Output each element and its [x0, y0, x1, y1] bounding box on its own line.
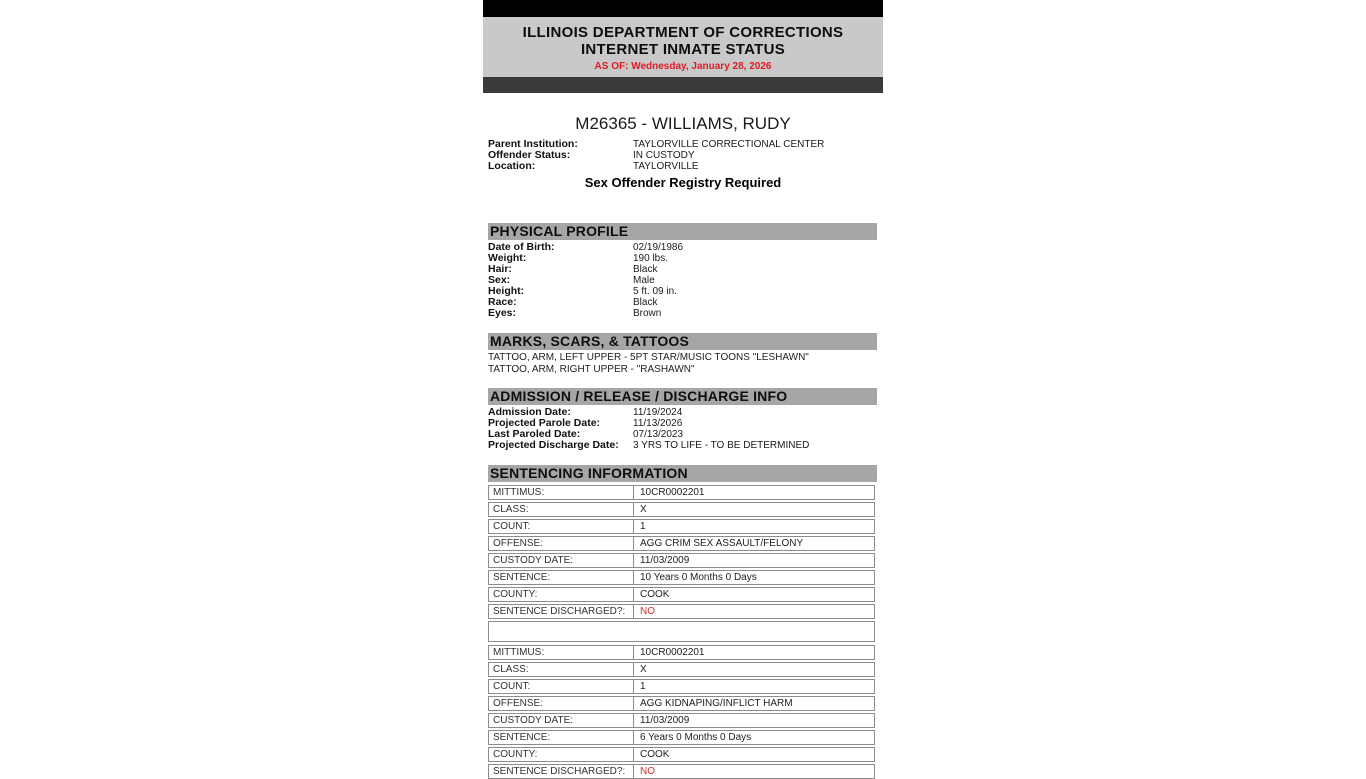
cell-label: CUSTODY DATE: [489, 554, 634, 567]
table-row-sentence-discharged [488, 604, 875, 619]
cell-value: X [640, 504, 647, 515]
table-row-sentence-discharged [488, 764, 875, 779]
field-value: TAYLORVILLE [633, 161, 699, 172]
field-value: Black [633, 297, 658, 308]
cell-value: AGG CRIM SEX ASSAULT/FELONY [640, 538, 804, 549]
field-label: Parent Institution: [488, 138, 578, 150]
cell-value: 10CR0002201 [640, 487, 705, 498]
table-row-sentence [488, 570, 875, 585]
cell-value: 11/03/2009 [640, 555, 690, 566]
cell-value: 10CR0002201 [640, 647, 705, 658]
field-value: Male [633, 275, 655, 286]
field-row-race [488, 297, 883, 308]
cell-value: COOK [640, 589, 670, 600]
top-black-bar [483, 0, 883, 17]
sex-offender-registry-notice: Sex Offender Registry Required [584, 175, 782, 190]
section-heading-admission-release-discharge: ADMISSION / RELEASE / DISCHARGE INFO [488, 388, 877, 405]
table-row-offense [488, 696, 875, 711]
cell-label: COUNT: [489, 520, 634, 533]
field-label: Projected Parole Date: [488, 417, 601, 429]
cell-label: COUNTY: [489, 588, 634, 601]
sentencing-table-1 [488, 485, 875, 642]
field-row-height [488, 286, 883, 297]
table-row-class [488, 502, 875, 517]
table-row-count [488, 679, 875, 694]
table-row-sentence [488, 730, 875, 745]
tattoo-line: TATTOO, ARM, RIGHT UPPER - "RASHAWN" [488, 363, 695, 375]
cell-label: SENTENCE: [489, 731, 634, 744]
cell-value-alert: NO [640, 606, 655, 617]
cell-label: MITTIMUS: [489, 646, 634, 659]
section-heading-physical-profile: PHYSICAL PROFILE [488, 223, 877, 240]
field-label: Race: [488, 296, 517, 308]
cell-value: 1 [640, 521, 646, 532]
as-of-date: AS OF: Wednesday, January 28, 2026 [594, 61, 772, 72]
app-header [483, 17, 883, 77]
cell-value: 1 [640, 681, 646, 692]
field-label: Eyes: [488, 307, 517, 319]
field-row-sex [488, 275, 883, 286]
field-value: Black [633, 264, 658, 275]
field-row-location [488, 161, 883, 172]
section-heading-marks-scars-tattoos: MARKS, SCARS, & TATTOOS [488, 333, 877, 350]
table-spacer-row [488, 621, 875, 642]
table-row-custody-date [488, 713, 875, 728]
table-row-count [488, 519, 875, 534]
cell-label: SENTENCE DISCHARGED?: [489, 765, 634, 778]
table-row-custody-date [488, 553, 875, 568]
field-value: 11/19/2024 [633, 407, 683, 418]
table-row-class [488, 662, 875, 677]
table-row-offense [488, 536, 875, 551]
cell-label: OFFENSE: [489, 537, 634, 550]
cell-value-alert: NO [640, 766, 655, 777]
field-label: Weight: [488, 252, 527, 264]
cell-label: OFFENSE: [489, 697, 634, 710]
table-row-county [488, 587, 875, 602]
field-value: 3 YRS TO LIFE - TO BE DETERMINED [633, 440, 810, 451]
field-value: Brown [633, 308, 662, 319]
table-row-county [488, 747, 875, 762]
field-value: IN CUSTODY [633, 150, 695, 161]
field-value: TAYLORVILLE CORRECTIONAL CENTER [633, 139, 825, 150]
cell-value: 10 Years 0 Months 0 Days [640, 572, 757, 583]
cell-label: COUNTY: [489, 748, 634, 761]
field-row-hair [488, 264, 883, 275]
field-label: Admission Date: [488, 406, 571, 418]
inmate-status-page [483, 0, 883, 779]
tattoo-list [488, 352, 883, 375]
field-label: Location: [488, 160, 536, 172]
cell-label: CLASS: [489, 663, 634, 676]
field-label: Offender Status: [488, 149, 571, 161]
field-value: 190 lbs. [633, 253, 669, 264]
section-heading-sentencing-information: SENTENCING INFORMATION [488, 465, 877, 482]
field-row-weight [488, 253, 883, 264]
field-value: 5 ft. 09 in. [633, 286, 677, 297]
field-row-eyes [488, 308, 883, 319]
field-value: 11/13/2026 [633, 418, 683, 429]
field-label: Sex: [488, 274, 511, 286]
field-label: Height: [488, 285, 525, 297]
cell-label: COUNT: [489, 680, 634, 693]
field-value: 07/13/2023 [633, 429, 684, 440]
physical-profile-fields [488, 242, 883, 319]
cell-label: CUSTODY DATE: [489, 714, 634, 727]
header-title-line2: INTERNET INMATE STATUS [580, 41, 786, 58]
sentencing-table-2 [488, 645, 875, 779]
cell-label: SENTENCE DISCHARGED?: [489, 605, 634, 618]
cell-value: 11/03/2009 [640, 715, 690, 726]
admission-fields [488, 407, 883, 451]
cell-value: X [640, 664, 647, 675]
table-row-mittimus [488, 645, 875, 660]
field-label: Date of Birth: [488, 241, 555, 253]
header-title-line1: ILLINOIS DEPARTMENT OF CORRECTIONS [522, 24, 844, 41]
field-label: Hair: [488, 263, 512, 275]
cell-label: MITTIMUS: [489, 486, 634, 499]
cell-value: COOK [640, 749, 670, 760]
cell-label: SENTENCE: [489, 571, 634, 584]
field-value: 02/19/1986 [633, 242, 684, 253]
inmate-summary [488, 139, 883, 172]
field-label: Last Paroled Date: [488, 428, 581, 440]
header-bottom-bar [483, 77, 883, 93]
table-row-mittimus [488, 485, 875, 500]
field-row-offender-status [488, 150, 883, 161]
field-label: Projected Discharge Date: [488, 439, 619, 451]
tattoo-line: TATTOO, ARM, LEFT UPPER - 5PT STAR/MUSIC TOONS "LESHAWN" [488, 352, 809, 363]
cell-value: 6 Years 0 Months 0 Days [640, 732, 752, 743]
cell-label: CLASS: [489, 503, 634, 516]
field-row-projected-discharge-date [488, 440, 883, 451]
inmate-title: M26365 - WILLIAMS, RUDY [575, 114, 791, 133]
cell-value: AGG KIDNAPING/INFLICT HARM [640, 698, 793, 709]
field-row-dob [488, 242, 883, 253]
